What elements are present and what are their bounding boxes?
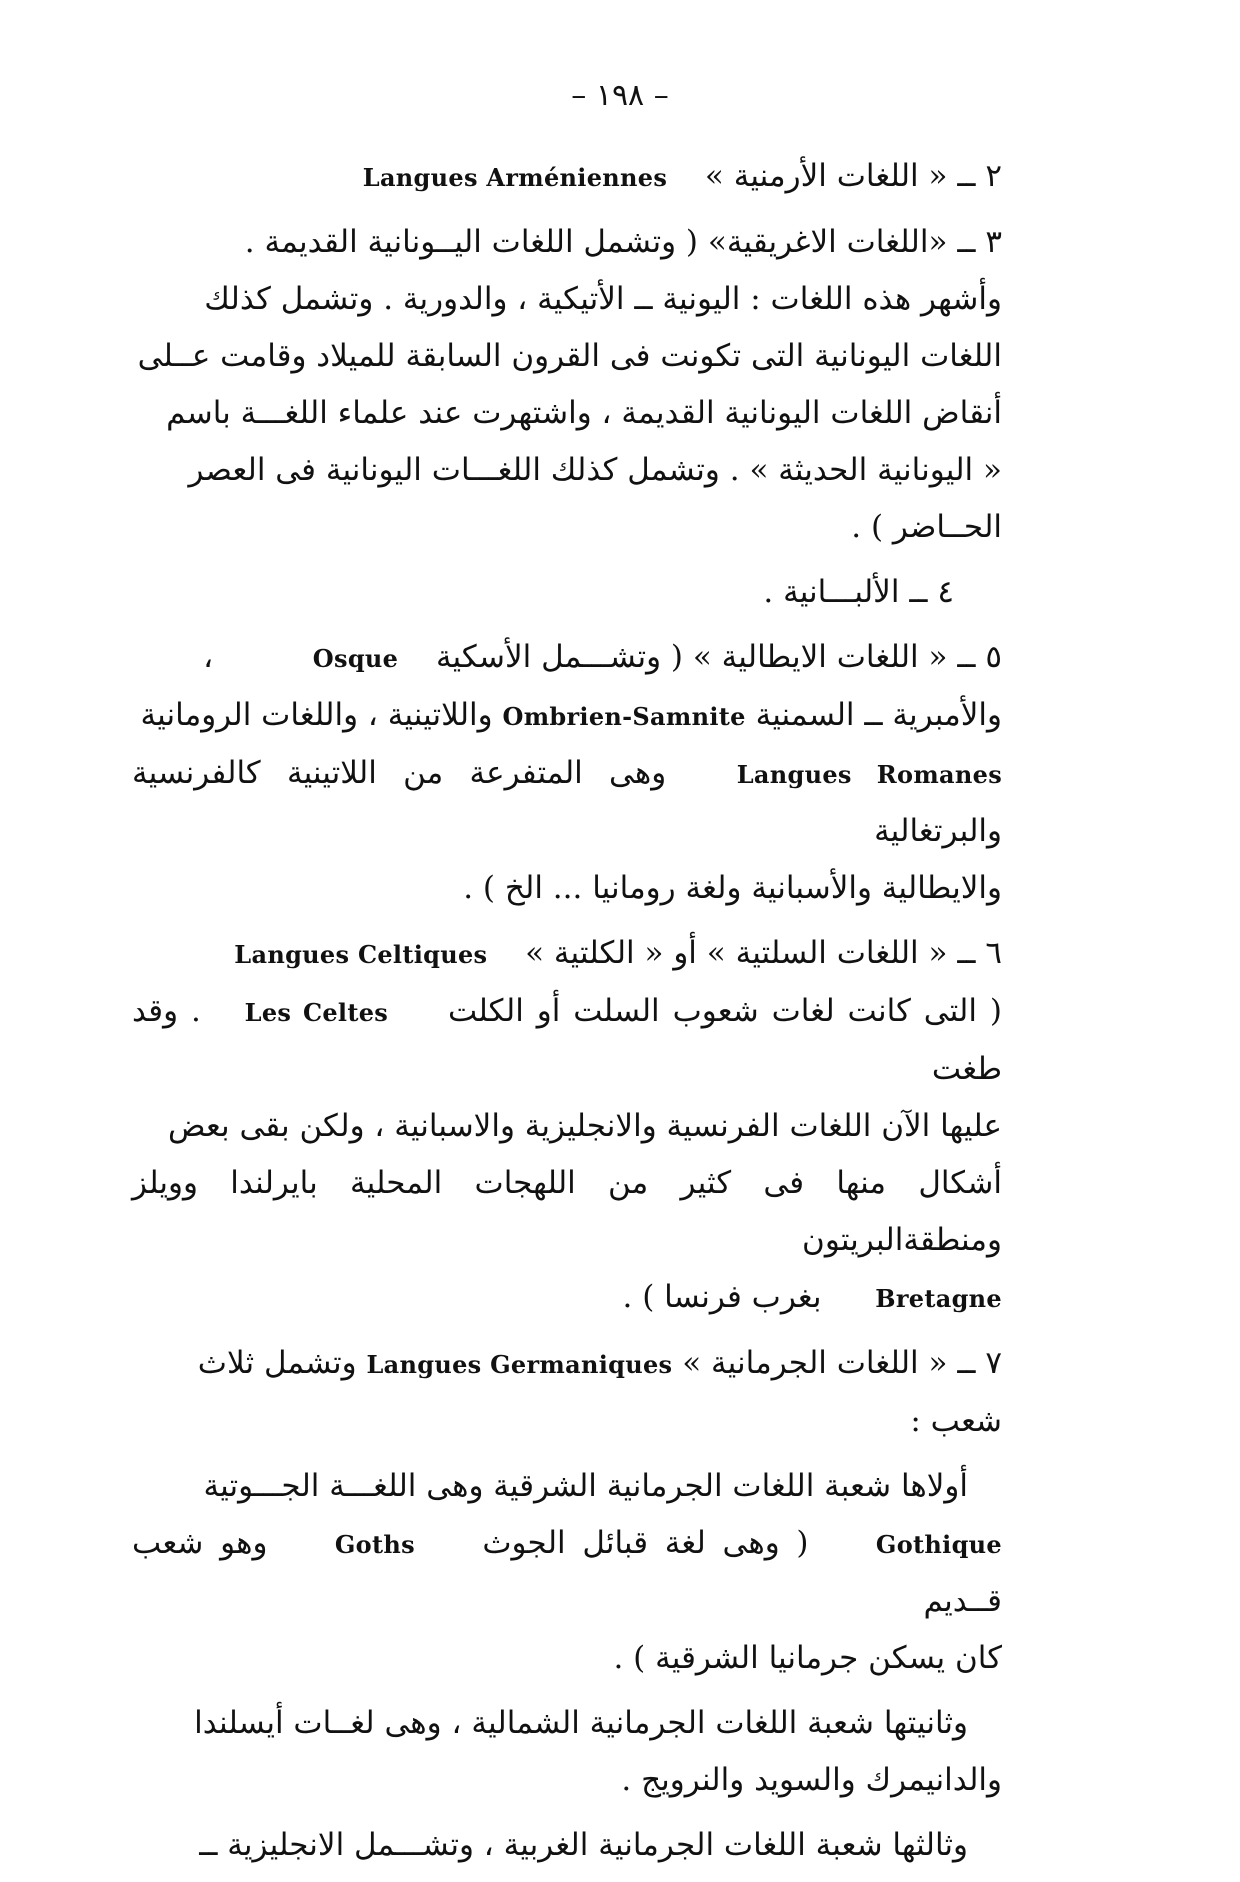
section-6-line-2-a: ( التى كانت لغات شعوب السلت أو الكلت [447, 993, 1002, 1029]
section-3-line-6: الحــاضر ) . [851, 509, 1002, 545]
page-body [132, 148, 1002, 1882]
page-number: – ١٩٨ – [571, 78, 669, 113]
section-2-latin: Langues Arméniennes [362, 163, 668, 192]
section-6-line-1-latin: Langues Celtiques [234, 940, 488, 969]
section-4-text: ٤ ــ الألبـــانية . [763, 574, 954, 610]
first-branch-line-2-b: وهو شعب قــديم [132, 1525, 1002, 1619]
paragraph-first-branch [132, 1458, 1002, 1687]
section-6-line-1-arabic: ٦ ــ « اللغات السلتية » أو « الكلتية » [525, 935, 1002, 971]
section-5-line-1-end: ، [203, 639, 214, 675]
section-6-line-4: أشكال منها فى كثير من اللهجات المحلية بايرلندا وويلز ومنطقةالبريتون [132, 1165, 1002, 1258]
first-branch-line-1: أولاها شعبة اللغات الجرمانية الشرقية وهى اللغـــة الجـــوتية [203, 1468, 968, 1504]
third-branch-line-1: وثالثها شعبة اللغات الجرمانية الغربية ، وتشـــمل الانجليزية ــ [199, 1827, 968, 1863]
section-3-line-1: ٣ ــ «اللغات الاغريقية» ( وتشمل اللغات اليــونانية القديمة . [244, 224, 1002, 260]
section-7-line-2: شعب : [910, 1403, 1002, 1439]
section-5 [132, 629, 1002, 917]
section-3-line-5: « اليونانية الحديثة » . وتشمل كذلك اللغـــات اليونانية فى العصر [188, 452, 1002, 488]
section-5-line-1-latin: Osque [312, 644, 399, 673]
section-7-line-1-latin: Langues Germaniques [366, 1350, 673, 1379]
section-5-line-1-arabic: ٥ ــ « اللغات الايطالية » ( وتشـــمل الأسكية [435, 639, 1002, 675]
section-5-line-3-latin: Langues Romanes [736, 760, 1003, 789]
section-6-line-2-latin: Les Celtes [244, 998, 389, 1027]
section-2-arabic: ٢ ــ « اللغات الأرمنية » [704, 158, 1002, 194]
section-5-line-2-a: والأمبرية ــ السمنية [755, 697, 1002, 733]
section-3-line-3: اللغات اليونانية التى تكونت فى القرون السابقة للميلاد وقامت عــلى [137, 338, 1002, 374]
section-3-line-2: وأشهر هذه اللغات : اليونية ــ الأتيكية ، والدورية . وتشمل كذلك [204, 281, 1002, 317]
section-4 [132, 564, 1002, 621]
second-branch-line-2: والدانيمرك والسويد والنرويج . [621, 1762, 1002, 1798]
section-6-line-5-latin: Bretagne [875, 1284, 1002, 1313]
section-2 [132, 148, 1002, 206]
section-5-line-2-b: واللاتينية ، واللغات الرومانية [140, 697, 493, 733]
section-6-line-5-b: بغرب فرنسا ) . [622, 1279, 822, 1315]
section-6 [132, 925, 1002, 1327]
second-branch-line-1: وثانيتها شعبة اللغات الجرمانية الشمالية ، وهى لغــات أيسلندا [194, 1705, 968, 1741]
section-5-line-4: والايطالية والأسبانية ولغة رومانيا ... الخ ) . [463, 870, 1002, 906]
section-7 [132, 1335, 1002, 1450]
paragraph-third-branch [132, 1817, 1002, 1874]
section-7-line-1-arabic: ٧ ــ « اللغات الجرمانية » [682, 1345, 1002, 1381]
paragraph-second-branch [132, 1695, 1002, 1809]
section-6-line-2-b: . وقد طغت [132, 993, 1002, 1087]
section-3-line-4: أنقاض اللغات اليونانية القديمة ، واشتهرت عند علماء اللغـــة باسم [166, 395, 1002, 431]
first-branch-line-2-a: ( وهى لغة قبائل الجوث [482, 1525, 809, 1561]
first-branch-line-2-latin-2: Goths [334, 1530, 415, 1559]
section-5-line-3-b: وهى المتفرعة من اللاتينية كالفرنسية والبرتغالية [132, 755, 1002, 849]
section-5-line-2-latin: Ombrien-Samnite [502, 702, 746, 731]
section-7-line-1-b: وتشمل ثلاث [197, 1345, 357, 1381]
section-6-line-3: عليها الآن اللغات الفرنسية والانجليزية والاسبانية ، ولكن بقى بعض [168, 1108, 1002, 1144]
first-branch-line-2-latin: Gothique [875, 1530, 1002, 1559]
first-branch-line-3: كان يسكن جرمانيا الشرقية ) . [613, 1640, 1002, 1676]
section-3 [132, 214, 1002, 556]
